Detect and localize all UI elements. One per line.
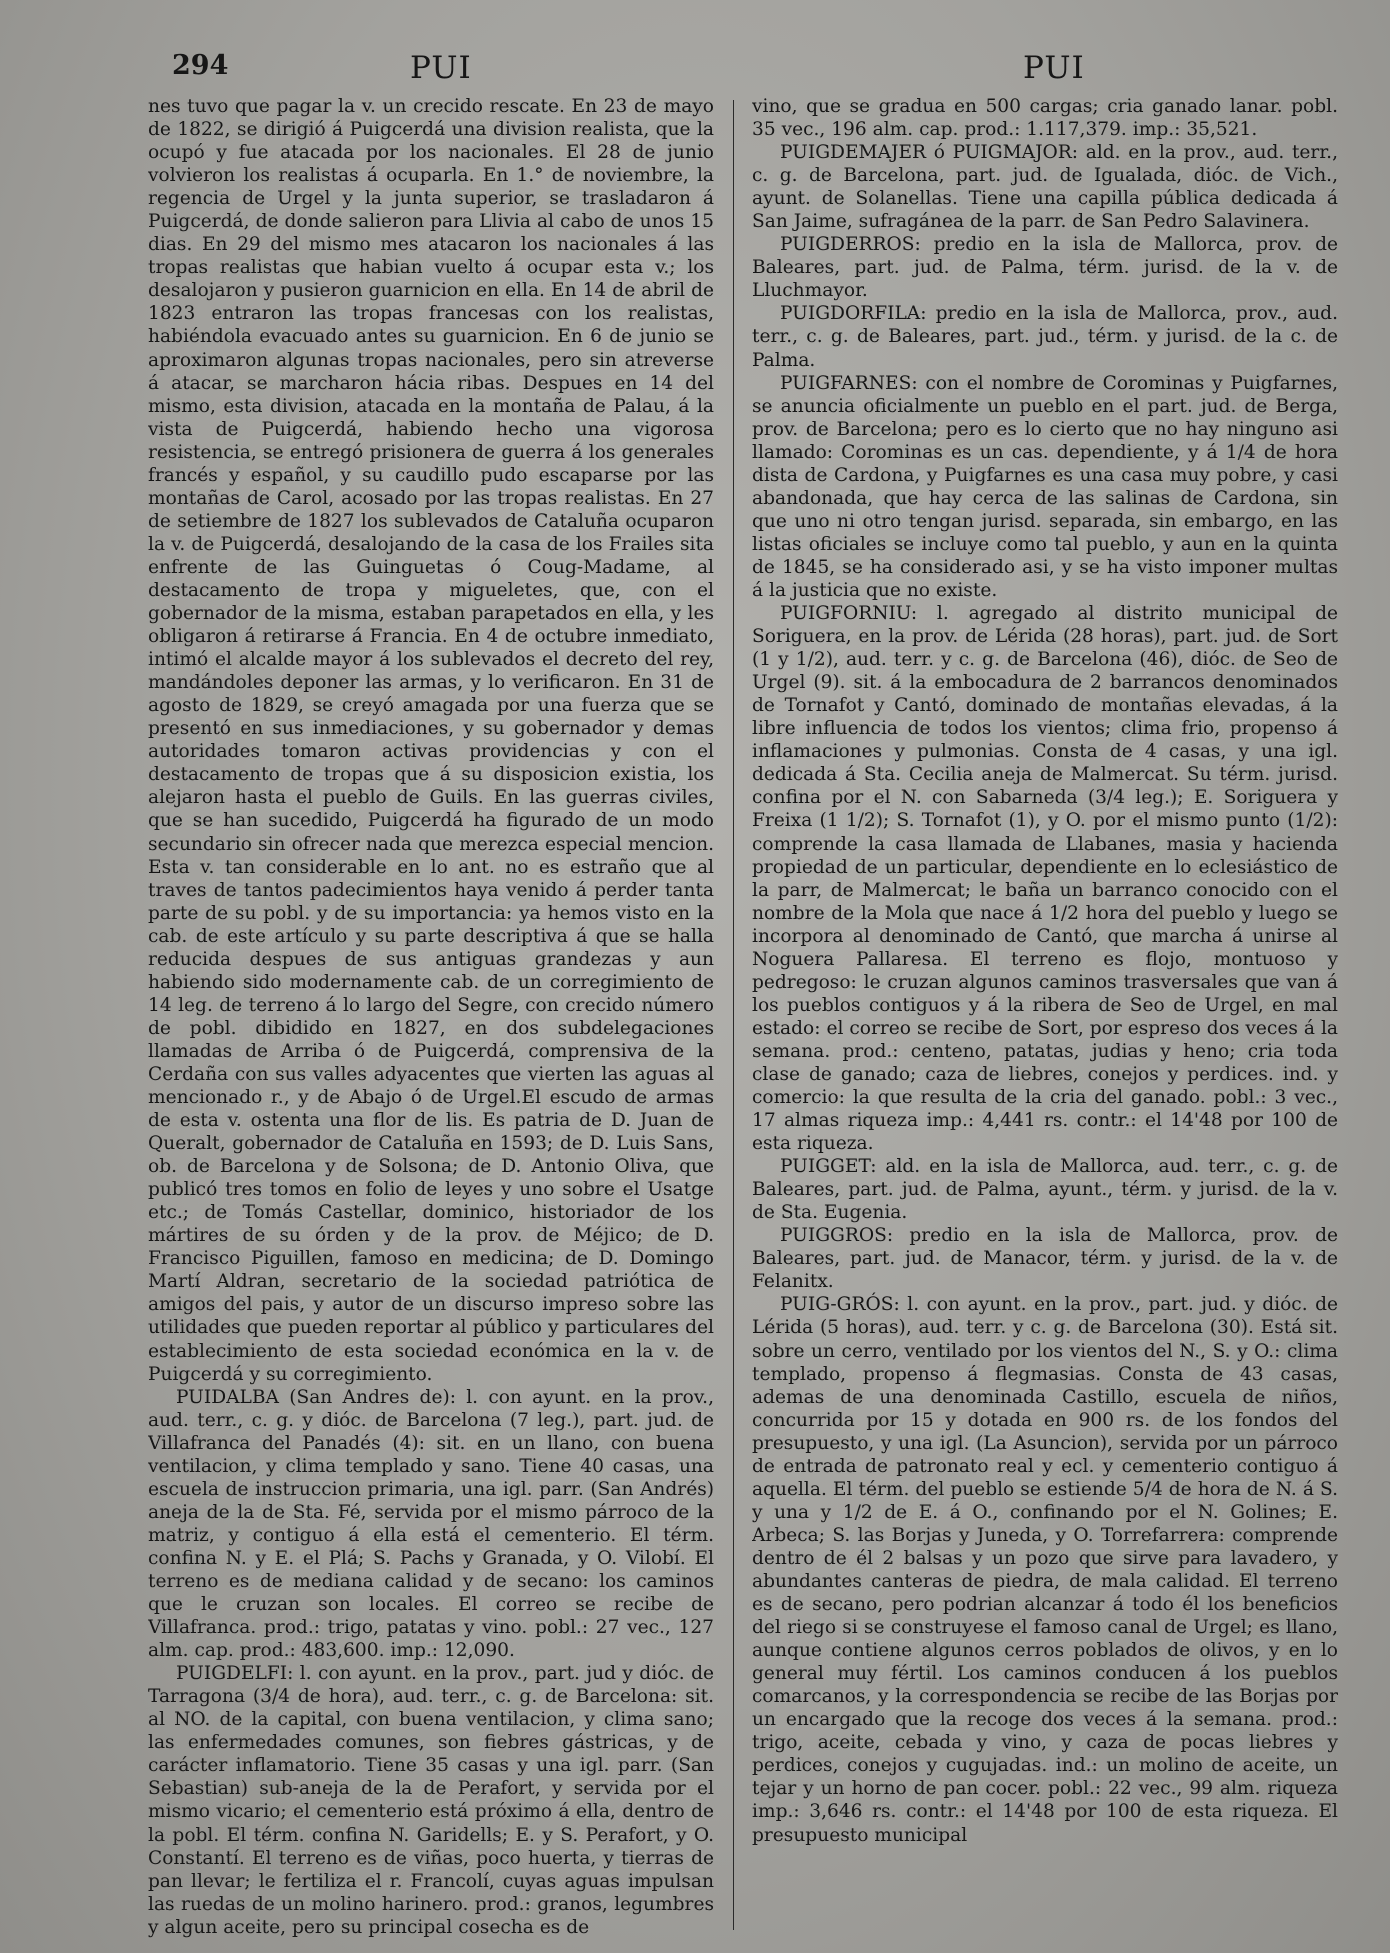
right-column [752,95,1338,1940]
entry-puig-gros: PUIG-GRÓS: l. con ayunt. en la prov., part. jud. y dióc. de Lérida (5 horas), aud. terr. y c. g. de Barcelona (30). Está sit. sobre un cerro, ventilado por los vientos del N., S. y O.: clima templado, propenso á flegmasias. Consta de 43 casas, ademas de una denominada Castillo, escuela de niños, concurrida por 15 y dotada en 900 rs. de los fondos del presupuesto, y una igl. (La Asuncion), servida por un párroco de entrada de patronato real y ecl. y cementerio contiguo á aquella. El térm. del pueblo se estiende 5/4 de hora de N. á S. y una y 1/2 de E. á O., confinando por el N. Golines; E. Arbeca; S. las Borjas y Juneda, y O. Torrefarrera: comprende dentro de él 2 balsas y un pozo que sirve para lavadero, y abundantes canteras de piedra, de mala calidad. El terreno es de secano, pero podrian alcanzar á todo él los beneficios del riego si se construyese el famoso canal de Urgel; es llano, aunque contiene algunos cerros poblados de olivos, y en lo general muy fértil. Los caminos conducen á los pueblos comarcanos, y la correspondencia se recibe de las Borjas por un encargado que la recoge dos veces á la semana. prod.: trigo, aceite, cebada y vino, y caza de pocas liebres y perdices, conejos y cugujadas. ind.: un molino de aceite, un tejar y un horno de pan cocer. pobl.: 22 vec., 99 alm. riqueza imp.: 3,646 rs. contr.: el 14'48 por 100 de esta riqueza. El presupuesto municipal [752,1294,1338,1846]
left-column [148,95,714,1940]
entry-puigforniu: PUIGFORNIU: l. agregado al distrito municipal de Soriguera, en la prov. de Lérida (28 horas), part. jud. de Sort (1 y 1/2), aud. terr. y c. g. de Barcelona (46), dióc. de Seo de Urgel (9). sit. á la embocadura de 2 barrancos denominados de Tornafot y Cantó, dominado de montañas elevadas, á la libre influencia de todos los vientos; clima frio, propenso á inflamaciones y pulmonias. Consta de 4 casas, y una igl. dedicada á Sta. Cecilia aneja de Malmercat. Su térm. jurisd. confina por el N. con Sabarneda (3/4 leg.); E. Soriguera y Freixa (1 1/2); S. Tornafot (1), y O. por el mismo punto (1/2): comprende la casa llamada de Llabanes, masia y hacienda propiedad de un particular, dependiente en lo eclesiástico de la parr, de Malmercat; le baña un barranco conocido con el nombre de la Mola que nace á 1/2 hora del pueblo y luego se incorpora al denominado de Cantó, que marcha á unirse al Noguera Pallaresa. El terreno es flojo, montuoso y pedregoso: le cruzan algunos caminos trasversales que van á los pueblos contiguos y á la ribera de Seo de Urgel, en mal estado: el correo se recibe de Sort, por espreso dos veces á la semana. prod.: centeno, patatas, judias y heno; cria toda clase de ganado; caza de liebres, conejos y perdices. ind. y comercio: la que resulta de la cria del ganado. pobl.: 3 vec., 17 almas riqueza imp.: 4,441 rs. contr.: el 14'48 por 100 de esta riqueza. [752,603,1338,1155]
entry-puigdelfi: PUIGDELFI: l. con ayunt. en la prov., part. jud y dióc. de Tarragona (3/4 de hora), aud. terr., c. g. de Barcelona: sit. al NO. de la capital, con buena ventilacion, y clima sano; las enfermedades comunes, son fiebres gástricas, y de carácter inflamatorio. Tiene 35 casas y una igl. parr. (San Sebastian) sub-aneja de la de Perafort, y servida por el mismo vicario; el cementerio está próximo á ella, dentro de la pobl. El térm. confina N. Garidells; E. y S. Perafort, y O. Constantí. El terreno es de viñas, poco huerta, y tierras de pan llevar; le fertiliza el r. Francolí, cuyas aguas impulsan las ruedas de un molino harinero. prod.: granos, legumbres y algun aceite, pero su principal cosecha es de [148,1663,714,1938]
entry-puidalba: PUIDALBA (San Andres de): l. con ayunt. en la prov., aud. terr., c. g. y dióc. de Barcelona (7 leg.), part. jud. de Villafranca del Panadés (4): sit. en un llano, con buena ventilacion, y clima templado y sano. Tiene 40 casas, una escuela de instruccion primaria, una igl. parr. (San Andrés) aneja de la de Sta. Fé, servida por el mismo párroco de la matriz, y contiguo á ella está el cementerio. El térm. confina N. y E. el Plá; S. Pachs y Granada, y O. Vilobí. El terreno es de mediana calidad y de secano: los caminos que le cruzan son locales. El correo se recibe de Villafranca. prod.: trigo, patatas y vino. pobl.: 27 vec., 127 alm. cap. prod.: 483,600. imp.: 12,090. [148,1386,714,1662]
left-running-title: PUI [410,50,472,86]
running-header [0,50,1390,90]
page-number: 294 [172,50,229,81]
column-divider [733,100,734,1930]
right-running-title: PUI [1023,50,1085,86]
entry-puigget: PUIGGET: ald. en la isla de Mallorca, aud. terr., c. g. de Baleares, part. jud. de Palma, ayunt., térm. y jurisd. de la v. de Sta. Eugenia. [752,1156,1338,1224]
entry-puiggros: PUIGGROS: predio en la isla de Mallorca, prov. de Baleares, part. jud. de Manacor, térm. y jurisd. de la v. de Felanitx. [752,1225,1338,1293]
entry-puigdemajer: PUIGDEMAJER ó PUIGMAJOR: ald. en la prov., aud. terr., c. g. de Barcelona, part. jud. de Igualada, dióc. de Vich., ayunt. de Solanellas. Tiene una capilla pública dedicada á San Jaime, sufragánea de la parr. de San Pedro Salavinera. [752,142,1338,233]
entry-puigfarnes: PUIGFARNES: con el nombre de Corominas y Puigfarnes, se anuncia oficialmente un pueblo en el part. jud. de Berga, prov. de Barcelona; pero es lo cierto que no hay ninguno asi llamado: Corominas es un cas. dependiente, y á 1/4 de hora dista de Cardona, y Puigfarnes es una casa muy pobre, y casi abandonada, que hay cerca de las salinas de Cardona, sin que uno ni otro tengan jurisd. separada, sin embargo, en las listas oficiales se incluye como tal pueblo, y aun en la quinta de 1845, se ha considerado asi, y se ha visto imponer multas á la justicia que no existe. [752,372,1338,601]
continued-article-text: nes tuvo que pagar la v. un crecido rescate. En 23 de mayo de 1822, se dirigió á Puigcerdá una division realista, que la ocupó y fue atacada por los nacionales. El 28 de junio volvieron los realistas á ocuparla. En 1.° de noviembre, la regencia de Urgel y la junta superior, se trasladaron á Puigcerdá, de donde salieron para Llivia al cabo de unos 15 dias. En 29 del mismo mes atacaron los nacionales á las tropas realistas que habian vuelto á ocupar esta v.; los desalojaron y pusieron guarnicion en ella. En 14 de abril de 1823 entraron las tropas francesas con los realistas, habiéndola evacuado antes su guarnicion. En 6 de junio se aproximaron algunas tropas nacionales, pero sin atreverse á atacar, se marcharon hácia ribas. Despues en 14 del mismo, esta division, atacada en la montaña de Palau, á la vista de Puigcerdá, habiendo hecho una vigorosa resistencia, se entregó prisionera de guerra á los generales francés y español, y su caudillo pudo escaparse por las montañas de Carol, acosado por las tropas realistas. En 27 de setiembre de 1827 los sublevados de Cataluña ocuparon la v. de Puigcerdá, desalojando de la casa de los Frailes sita enfrente de las Guinguetas ó Coug-Madame, al destacamento de tropa y migueletes, que, con el gobernador de la misma, estaban parapetados en ella, y les obligaron á retirarse á Francia. En 4 de octubre inmediato, intimó el alcalde mayor á los sublevados el decreto del rey, mandándoles deponer las armas, y lo verificaron. En 31 de agosto de 1829, se creyó amagada por una fuerza que se presentó en sus inmediaciones, y su gobernador y demas autoridades tomaron activas providencias y con el destacamento de tropas que á su disposicion existia, los alejaron hasta el pueblo de Guils. En las guerras civiles, que se han sucedido, Puigcerdá ha figurado de un modo secundario sin ofrecer nada que merezca especial mencion. Esta v. tan considerable en lo ant. no es estraño que al traves de tantos padecimientos haya venido á perder tanta parte de su pobl. y de su importancia: ya hemos visto en la cab. de este artículo y su parte descriptiva á que se halla reducida despues de sus antiguas grandezas y aun habiendo sido modernamente cab. de un corregimiento de 14 leg. de terreno á lo largo del Segre, con crecido número de pobl. dibidido en 1827, en dos subdelegaciones llamadas de Arriba ó de Puigcerdá, comprensiva de la Cerdaña con sus valles adyacentes que vierten las aguas al mencionado r., y de Abajo ó de Urgel.El escudo de armas de esta v. ostenta una flor de lis. Es patria de D. Juan de Queralt, gobernador de Cataluña en 1593; de D. Luis Sans, ob. de Barcelona y de Solsona; de D. Antonio Oliva, que publicó tres tomos en folio de leyes y uno sobre el Usatge etc.; de Tomás Castellar, dominico, historiador de los mártires de su órden y de la prov. de Méjico; de D. Francisco Piguillen, famoso en medicina; de D. Domingo Martí Aldran, secretario de la sociedad patriótica de amigos del pais, y autor de un discurso impreso sobre las utilidades que pueden reportar al público y particulares del establecimiento de esta sociedad económica en la v. de Puigcerdá y su corregimiento. [148,96,714,1385]
entry-puigderros: PUIGDERROS: predio en la isla de Mallorca, prov. de Baleares, part. jud. de Palma, térm. jurisd. de la v. de Lluchmayor. [752,234,1338,302]
entry-puigdorfila: PUIGDORFILA: predio en la isla de Mallorca, prov., aud. terr., c. g. de Baleares, part. jud., térm. y jurisd. de la c. de Palma. [752,303,1338,371]
continued-entry-text: vino, que se gradua en 500 cargas; cria ganado lanar. pobl. 35 vec., 196 alm. cap. prod.: 1.117,379. imp.: 35,521. [752,96,1338,141]
